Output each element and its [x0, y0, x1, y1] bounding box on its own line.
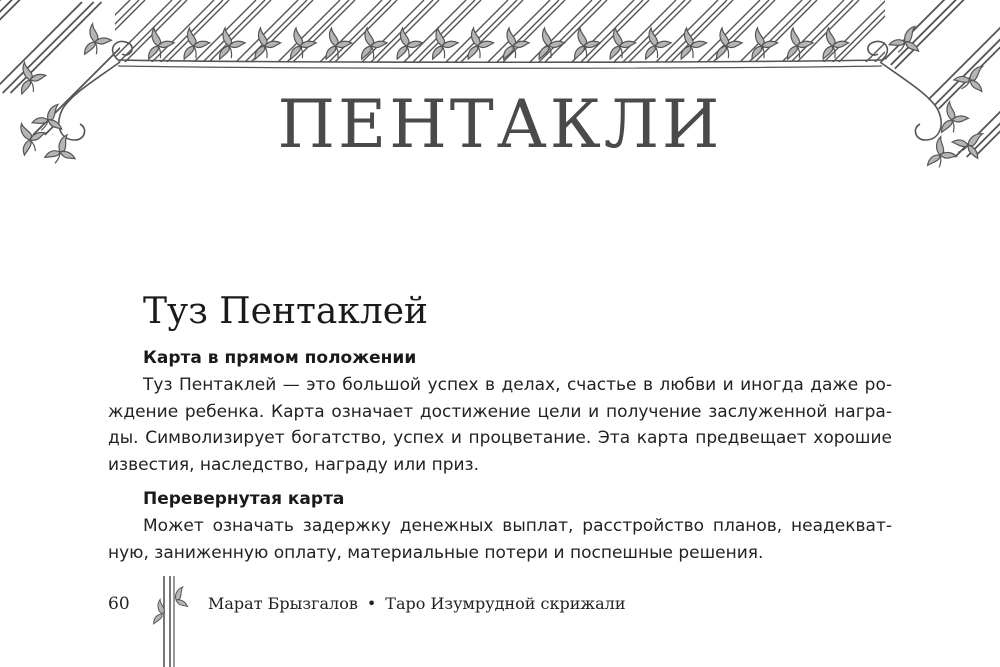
- reversed-heading: Перевернутая карта: [143, 489, 345, 509]
- text-line: ную, заниженную оплату, материальные потери и поспешные решения.: [108, 542, 764, 563]
- running-footer: [208, 594, 625, 613]
- upright-description: [108, 372, 892, 478]
- text-line: Может означать задержку денежных выплат, расстройство планов, неадекват-: [143, 516, 892, 536]
- separator-dot: •: [366, 594, 377, 613]
- suit-title: ПЕНТАКЛИ: [277, 86, 723, 163]
- upright-heading: Карта в прямом положении: [143, 348, 417, 368]
- footer-ornament-icon: [140, 576, 200, 667]
- card-title: Туз Пентаклей: [143, 291, 429, 332]
- reversed-description: [108, 513, 892, 566]
- text-line: Туз Пентаклей — это большой успех в делах, счастье в любви и иногда даже ро-: [143, 375, 892, 395]
- author-name: Марат Брызгалов: [208, 594, 358, 613]
- text-line: ды. Символизирует богатство, успех и процветание. Эта карта предвещает хорошие: [108, 428, 892, 448]
- page-number: 60: [108, 594, 130, 614]
- text-line: ждение ребенка. Карта означает достижение цели и получение заслуженной награ-: [108, 401, 892, 422]
- book-title: Таро Изумрудной скрижали: [385, 594, 626, 613]
- text-line: известия, наследство, награду или приз.: [108, 454, 479, 475]
